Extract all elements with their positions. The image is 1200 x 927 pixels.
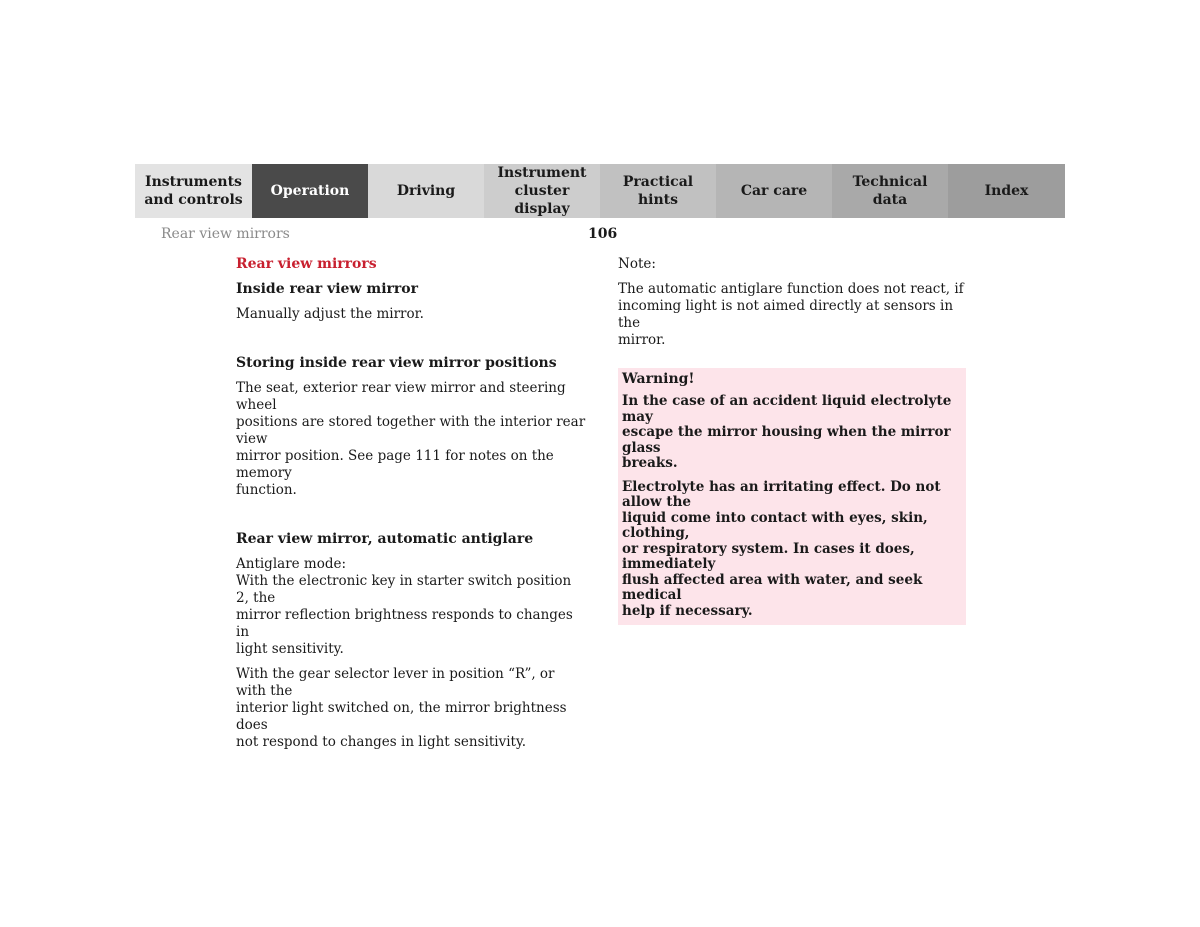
heading-storing-positions: Storing inside rear view mirror positions	[236, 355, 557, 371]
warning-box	[618, 368, 966, 625]
tab-operation[interactable]: Operation	[252, 164, 368, 218]
tab-practical-hints[interactable]: Practical hints	[600, 164, 716, 218]
spacer	[236, 507, 586, 531]
page-number: 106	[588, 226, 618, 242]
note-text: The automatic antiglare function does not react, if incoming light is not aimed directly at sensors in the mirror.	[618, 281, 964, 348]
warning-text-electrolyte: Electrolyte has an irritating effect. Do not allow the liquid come into contact with eyes, skin, clothing, or respiratory system. In cases it does, immediately flush affected area with water, and seek medical help if necessary.	[622, 478, 941, 619]
section-title: Rear view mirrors	[236, 256, 377, 272]
note-label: Note:	[618, 256, 656, 272]
heading-automatic-antiglare: Rear view mirror, automatic antiglare	[236, 531, 534, 547]
spacer	[236, 331, 586, 355]
left-column	[236, 256, 586, 759]
paragraph-gear-selector: With the gear selector lever in position “R”, or with the interior light switched on, the mirror brightness does not respond to changes in light sensitivity.	[236, 666, 567, 750]
warning-title: Warning!	[622, 371, 695, 387]
paragraph-manual-adjust: Manually adjust the mirror.	[236, 306, 424, 322]
tab-instrument-cluster-display[interactable]: Instrument cluster display	[484, 164, 600, 218]
warning-text-accident: In the case of an accident liquid electrolyte may escape the mirror housing when the mirror glass breaks.	[622, 393, 952, 471]
tab-index[interactable]: Index	[948, 164, 1065, 218]
chapter-tabs	[135, 164, 1065, 218]
paragraph-antiglare-mode: Antiglare mode: With the electronic key in starter switch position 2, the mirror reflection brightness responds to changes in light sensitivity.	[236, 556, 573, 657]
tab-instruments-and-controls[interactable]: Instruments and controls	[135, 164, 252, 218]
tab-technical-data[interactable]: Technical data	[832, 164, 948, 218]
tab-driving[interactable]: Driving	[368, 164, 484, 218]
paragraph-storing-positions: The seat, exterior rear view mirror and steering wheel positions are stored together with the interior rear view mirror position. See page 111 for notes on the memory function.	[236, 380, 586, 498]
heading-inside-mirror: Inside rear view mirror	[236, 281, 418, 297]
running-header: Rear view mirrors	[161, 226, 290, 242]
tab-car-care[interactable]: Car care	[716, 164, 832, 218]
right-column	[618, 256, 966, 625]
